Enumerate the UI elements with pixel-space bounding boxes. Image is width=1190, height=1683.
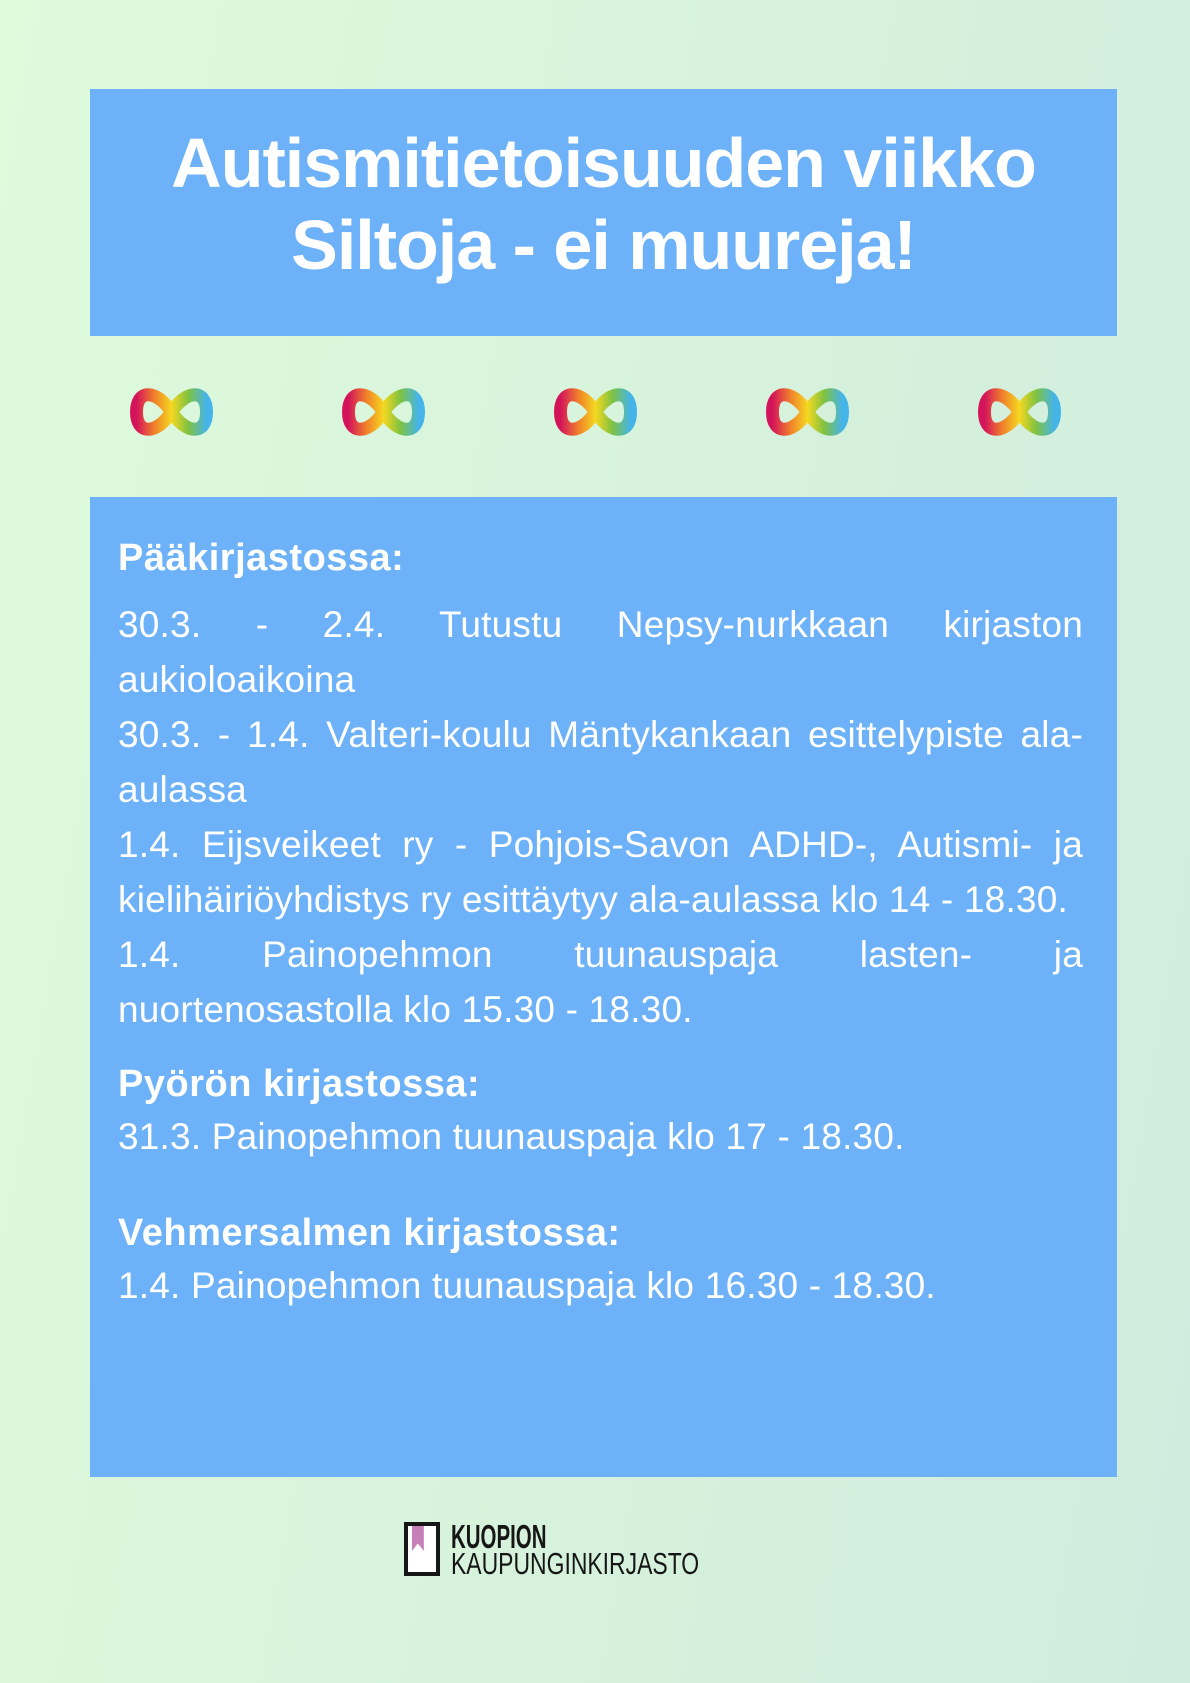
poster-title-line2: Siltoja - ei muureja! bbox=[291, 205, 916, 284]
rainbow-infinity-icon bbox=[543, 381, 648, 443]
event-item: 1.4. Painopehmon tuunauspaja lasten- ja nuortenosastolla klo 15.30 - 18.30. bbox=[118, 934, 1083, 1030]
library-logo-text bbox=[450, 1518, 786, 1581]
section-heading-pyoro: Pyörön kirjastossa: bbox=[118, 1063, 481, 1105]
event-item: 1.4. Eijsveikeet ry - Pohjois-Savon ADHD-, Autismi- ja kielihäiriöyhdistys ry esittäytyy ala-aulassa klo 14 - 18.30. bbox=[118, 824, 1083, 920]
logo-text-kuopion: KUOPION bbox=[450, 1518, 547, 1555]
event-item: 31.3. Painopehmon tuunauspaja klo 17 - 18.30. bbox=[118, 1116, 905, 1157]
infinity-symbols-row bbox=[119, 381, 1072, 443]
rainbow-infinity-icon bbox=[755, 381, 860, 443]
title-banner bbox=[90, 89, 1117, 336]
bookmark-ribbon-icon bbox=[412, 1526, 424, 1551]
events-panel bbox=[90, 497, 1117, 1477]
event-item: 1.4. Painopehmon tuunauspaja klo 16.30 - 18.30. bbox=[118, 1265, 936, 1306]
rainbow-infinity-icon bbox=[967, 381, 1072, 443]
rainbow-infinity-icon bbox=[119, 381, 224, 443]
library-logo bbox=[0, 1518, 1190, 1581]
section-heading-vehmersalmi: Vehmersalmen kirjastossa: bbox=[118, 1212, 621, 1254]
rainbow-infinity-icon bbox=[331, 381, 436, 443]
book-with-bookmark-icon bbox=[404, 1522, 440, 1576]
logo-text-kaupunginkirjasto: KAUPUNGINKIRJASTO bbox=[450, 1546, 699, 1581]
poster-title-line1: Autismitietoisuuden viikko bbox=[171, 123, 1036, 202]
section-heading-paakirjasto: Pääkirjastossa: bbox=[118, 537, 405, 579]
event-item: 30.3. - 1.4. Valteri-koulu Mäntykankaan esittelypiste ala-aulassa bbox=[118, 714, 1083, 810]
event-item: 30.3. - 2.4. Tutustu Nepsy-nurkkaan kirjaston aukioloaikoina bbox=[118, 604, 1083, 700]
